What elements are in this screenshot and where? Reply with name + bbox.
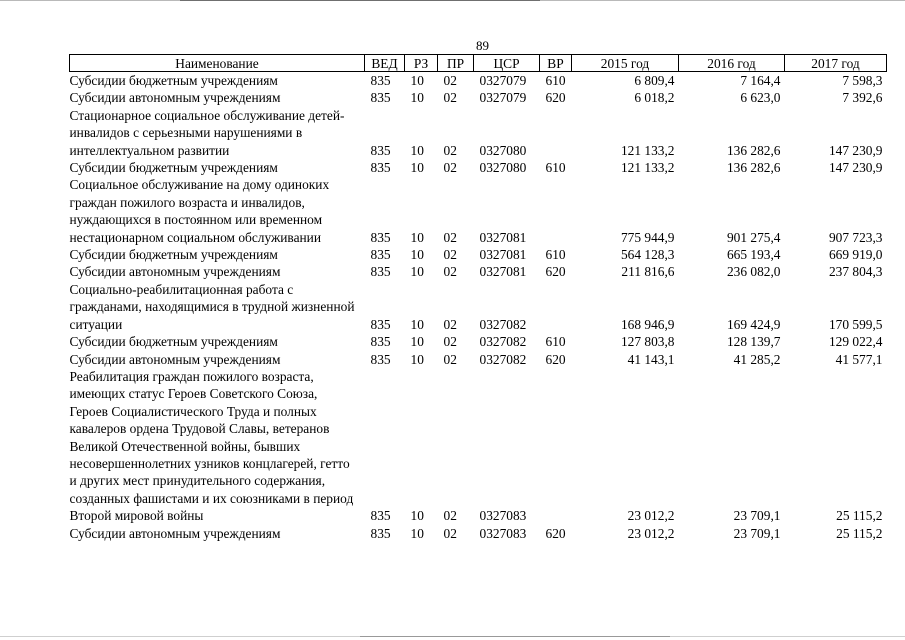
cell-name: Субсидии бюджетным учреждениям bbox=[69, 334, 278, 350]
cell-vr: 610 bbox=[545, 247, 566, 263]
cell-name: Субсидии бюджетным учреждениям bbox=[69, 247, 278, 263]
table-row bbox=[70, 368, 887, 525]
cell-2016: 23 709,1 bbox=[733, 525, 781, 541]
cell-2015: 168 946,9 bbox=[620, 316, 675, 332]
cell-2017: 129 022,4 bbox=[828, 334, 883, 350]
budget-table bbox=[69, 54, 887, 542]
cell-name: Субсидии автономным учреждениям bbox=[69, 90, 281, 106]
cell-csr: 0327082 bbox=[479, 334, 527, 350]
cell-2016: 901 275,4 bbox=[726, 229, 781, 245]
cell-2015: 23 012,2 bbox=[627, 508, 675, 524]
cell-vr: 620 bbox=[545, 90, 566, 106]
cell-name: Реабилитация граждан пожилого возраста, имеющих статус Героев Советского Союза, Героев Социалистического Труда и полных кавалеров ордена Трудовой Славы, ветеранов Великой Отечественной войны, бывших несовершеннолетних узников концлагерей, гетто и других мест принудительного содержания, созданных фашистами и их союзниками в период Второй мировой войны bbox=[69, 368, 354, 524]
cell-pr: 02 bbox=[443, 160, 457, 176]
table-row bbox=[70, 246, 887, 263]
bottom-border-line-dark bbox=[360, 636, 670, 637]
cell-csr: 0327081 bbox=[479, 264, 527, 280]
cell-pr: 02 bbox=[443, 73, 457, 88]
page-number: 89 bbox=[476, 38, 489, 53]
cell-ved: 835 bbox=[370, 525, 391, 541]
header-2016: 2016 год bbox=[679, 55, 785, 72]
table-body bbox=[70, 72, 887, 542]
cell-2016: 136 282,6 bbox=[726, 160, 781, 176]
cell-ved: 835 bbox=[370, 264, 391, 280]
cell-csr: 0327083 bbox=[479, 508, 527, 524]
cell-2017: 669 919,0 bbox=[828, 247, 883, 263]
table-row bbox=[70, 159, 887, 176]
cell-rz: 10 bbox=[410, 229, 424, 245]
cell-2017: 7 598,3 bbox=[842, 73, 883, 88]
cell-rz: 10 bbox=[410, 508, 424, 524]
table-row bbox=[70, 351, 887, 368]
cell-ved: 835 bbox=[370, 90, 391, 106]
cell-csr: 0327082 bbox=[479, 316, 527, 332]
cell-vr: 620 bbox=[545, 264, 566, 280]
cell-rz: 10 bbox=[410, 264, 424, 280]
header-2015: 2015 год bbox=[572, 55, 679, 72]
cell-2015: 121 133,2 bbox=[620, 160, 675, 176]
cell-pr: 02 bbox=[443, 142, 457, 158]
cell-2015: 6 018,2 bbox=[634, 90, 675, 106]
cell-rz: 10 bbox=[410, 160, 424, 176]
cell-2017: 170 599,5 bbox=[828, 316, 883, 332]
table-row bbox=[70, 107, 887, 159]
cell-2016: 136 282,6 bbox=[726, 142, 781, 158]
header-name: Наименование bbox=[70, 55, 365, 72]
cell-2017: 25 115,2 bbox=[836, 525, 883, 541]
cell-2017: 147 230,9 bbox=[828, 160, 883, 176]
cell-ved: 835 bbox=[370, 508, 391, 524]
cell-rz: 10 bbox=[410, 316, 424, 332]
cell-2015: 127 803,8 bbox=[620, 334, 675, 350]
cell-rz: 10 bbox=[410, 351, 424, 367]
cell-name: Стационарное социальное обслуживание детей-инвалидов с серьезными нарушениями в интеллектуальном развитии bbox=[69, 107, 345, 158]
cell-2017: 25 115,2 bbox=[836, 508, 883, 524]
cell-pr: 02 bbox=[443, 351, 457, 367]
cell-2017: 907 723,3 bbox=[828, 229, 883, 245]
cell-2017: 147 230,9 bbox=[828, 142, 883, 158]
cell-csr: 0327080 bbox=[479, 142, 527, 158]
cell-vr: 610 bbox=[545, 73, 566, 88]
cell-2017: 7 392,6 bbox=[842, 90, 883, 106]
cell-name: Социально-реабилитационная работа с гражданами, находящимися в трудной жизненной ситуации bbox=[69, 281, 355, 332]
cell-vr: 620 bbox=[545, 525, 566, 541]
cell-2017: 237 804,3 bbox=[828, 264, 883, 280]
cell-2015: 211 816,6 bbox=[621, 264, 675, 280]
cell-ved: 835 bbox=[370, 142, 391, 158]
cell-name: Субсидии автономным учреждениям bbox=[69, 525, 281, 541]
cell-2015: 6 809,4 bbox=[634, 73, 675, 88]
table-row bbox=[70, 176, 887, 246]
cell-ved: 835 bbox=[370, 316, 391, 332]
cell-vr bbox=[540, 281, 572, 333]
cell-2016: 665 193,4 bbox=[726, 247, 781, 263]
cell-pr: 02 bbox=[443, 316, 457, 332]
header-pr: ПР bbox=[438, 55, 474, 72]
cell-2015: 775 944,9 bbox=[620, 229, 675, 245]
cell-vr bbox=[540, 368, 572, 525]
cell-csr: 0327082 bbox=[479, 351, 527, 367]
cell-rz: 10 bbox=[410, 247, 424, 263]
table-row bbox=[70, 281, 887, 333]
table-row bbox=[70, 333, 887, 350]
header-csr: ЦСР bbox=[474, 55, 540, 72]
cell-2016: 169 424,9 bbox=[726, 316, 781, 332]
cell-csr: 0327081 bbox=[479, 247, 527, 263]
cell-rz: 10 bbox=[410, 334, 424, 350]
table-row bbox=[70, 72, 887, 90]
cell-csr: 0327081 bbox=[479, 229, 527, 245]
cell-name: Субсидии автономным учреждениям bbox=[69, 264, 281, 280]
header-2017: 2017 год bbox=[785, 55, 887, 72]
cell-pr: 02 bbox=[443, 264, 457, 280]
cell-2016: 41 285,2 bbox=[733, 351, 781, 367]
cell-2015: 121 133,2 bbox=[620, 142, 675, 158]
header-rz: РЗ bbox=[405, 55, 438, 72]
cell-rz: 10 bbox=[410, 142, 424, 158]
cell-pr: 02 bbox=[443, 90, 457, 106]
table-row bbox=[70, 89, 887, 106]
table-row bbox=[70, 525, 887, 542]
cell-ved: 835 bbox=[370, 229, 391, 245]
cell-vr: 610 bbox=[545, 160, 566, 176]
cell-pr: 02 bbox=[443, 247, 457, 263]
cell-vr bbox=[540, 176, 572, 246]
cell-pr: 02 bbox=[443, 525, 457, 541]
cell-ved: 835 bbox=[370, 351, 391, 367]
cell-name: Социальное обслуживание на дому одиноких граждан пожилого возраста и инвалидов, нуждающихся в постоянном или временном нестационарном социальном обслуживании bbox=[69, 177, 330, 245]
cell-csr: 0327083 bbox=[479, 525, 527, 541]
cell-rz: 10 bbox=[410, 525, 424, 541]
cell-2015: 23 012,2 bbox=[627, 525, 675, 541]
cell-2015: 564 128,3 bbox=[620, 247, 675, 263]
cell-pr: 02 bbox=[443, 229, 457, 245]
cell-pr: 02 bbox=[443, 334, 457, 350]
cell-vr: 610 bbox=[545, 334, 566, 350]
cell-2017: 41 577,1 bbox=[835, 351, 883, 367]
header-vr: ВР bbox=[540, 55, 572, 72]
cell-csr: 0327079 bbox=[479, 90, 527, 106]
cell-name: Субсидии автономным учреждениям bbox=[69, 351, 281, 367]
cell-ved: 835 bbox=[370, 73, 391, 88]
top-border-line-dark bbox=[180, 0, 540, 1]
cell-vr: 620 bbox=[545, 351, 566, 367]
cell-name: Субсидии бюджетным учреждениям bbox=[69, 160, 278, 176]
cell-ved: 835 bbox=[370, 247, 391, 263]
cell-ved: 835 bbox=[370, 160, 391, 176]
cell-rz: 10 bbox=[410, 73, 424, 88]
cell-2016: 7 164,4 bbox=[740, 73, 781, 88]
cell-2016: 6 623,0 bbox=[740, 90, 781, 106]
cell-vr bbox=[540, 107, 572, 159]
cell-2015: 41 143,1 bbox=[627, 351, 675, 367]
cell-ved: 835 bbox=[370, 334, 391, 350]
cell-2016: 128 139,7 bbox=[726, 334, 781, 350]
cell-2016: 236 082,0 bbox=[726, 264, 781, 280]
cell-csr: 0327079 bbox=[479, 73, 527, 88]
header-ved: ВЕД bbox=[365, 55, 405, 72]
cell-2016: 23 709,1 bbox=[733, 508, 781, 524]
table-row bbox=[70, 263, 887, 280]
cell-pr: 02 bbox=[443, 508, 457, 524]
table-header-row bbox=[70, 55, 887, 72]
cell-csr: 0327080 bbox=[479, 160, 527, 176]
cell-name: Субсидии бюджетным учреждениям bbox=[69, 73, 278, 88]
cell-rz: 10 bbox=[410, 90, 424, 106]
